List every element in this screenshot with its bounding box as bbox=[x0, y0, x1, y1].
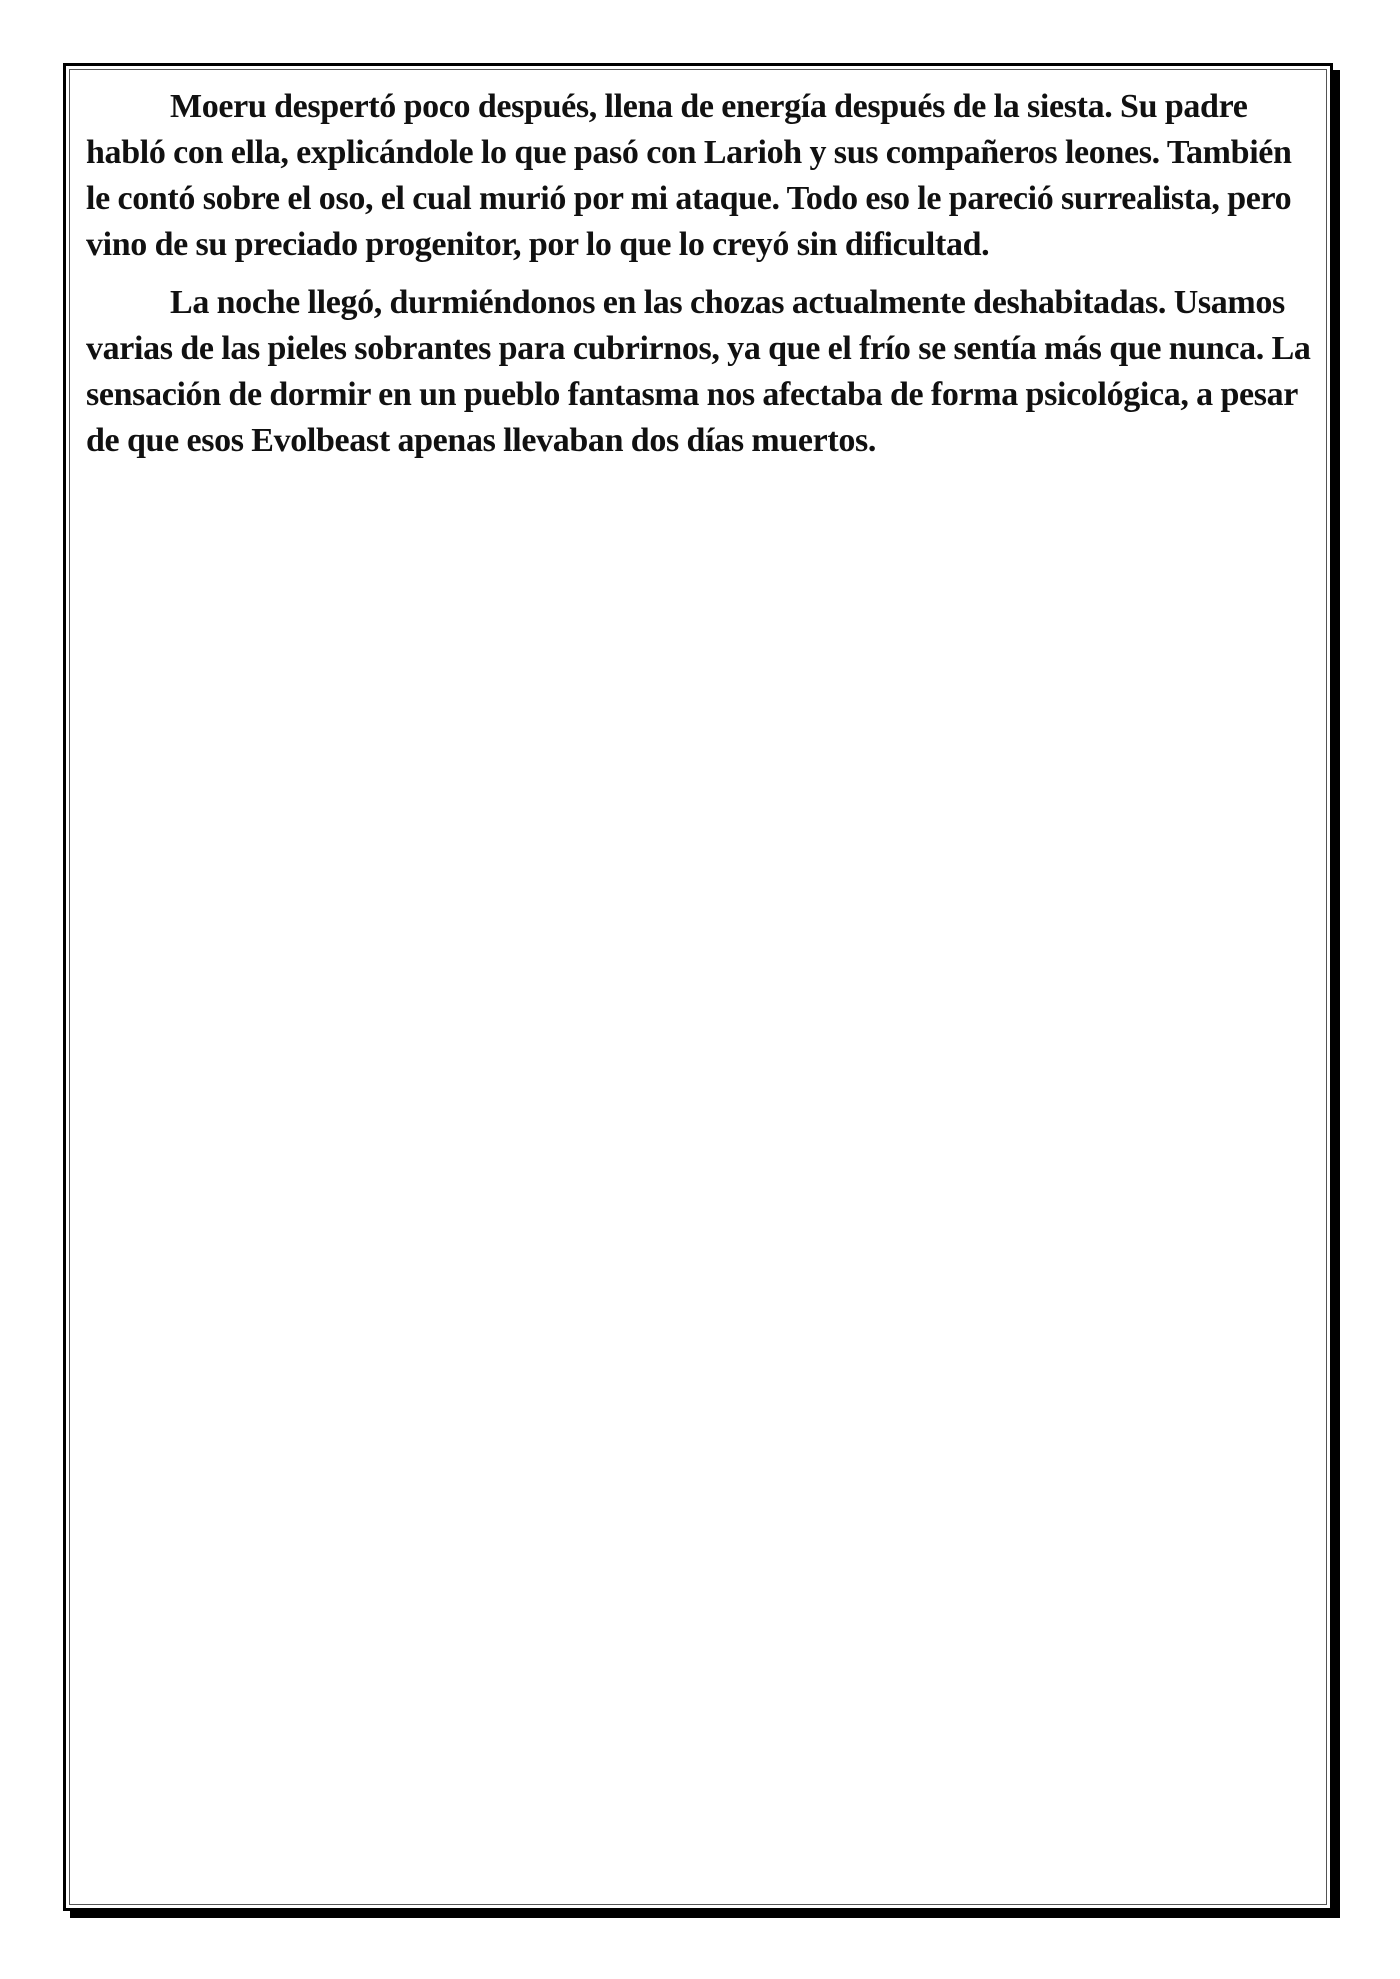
paragraph-2: La noche llegó, durmiéndonos en las chozas actualmente deshabitadas. Usamos varias de las pieles sobrantes para cubrirnos, ya que el frío se sentía más que nunca. La sensación de dormir en un pueblo fantasma nos afectaba de forma psicológica, a pesar de que esos Evolbeast apenas llevaban dos días muertos. bbox=[86, 284, 1311, 459]
page-body bbox=[86, 84, 1312, 476]
page-border-frame bbox=[63, 63, 1333, 1911]
paragraph-1: Moeru despertó poco después, llena de energía después de la siesta. Su padre habló con ella, explicándole lo que pasó con Larioh y sus compañeros leones. También le contó sobre el oso, el cual murió por mi ataque. Todo eso le pareció surrealista, pero vino de su preciado progenitor, por lo que lo creyó sin dificultad. bbox=[86, 88, 1292, 263]
